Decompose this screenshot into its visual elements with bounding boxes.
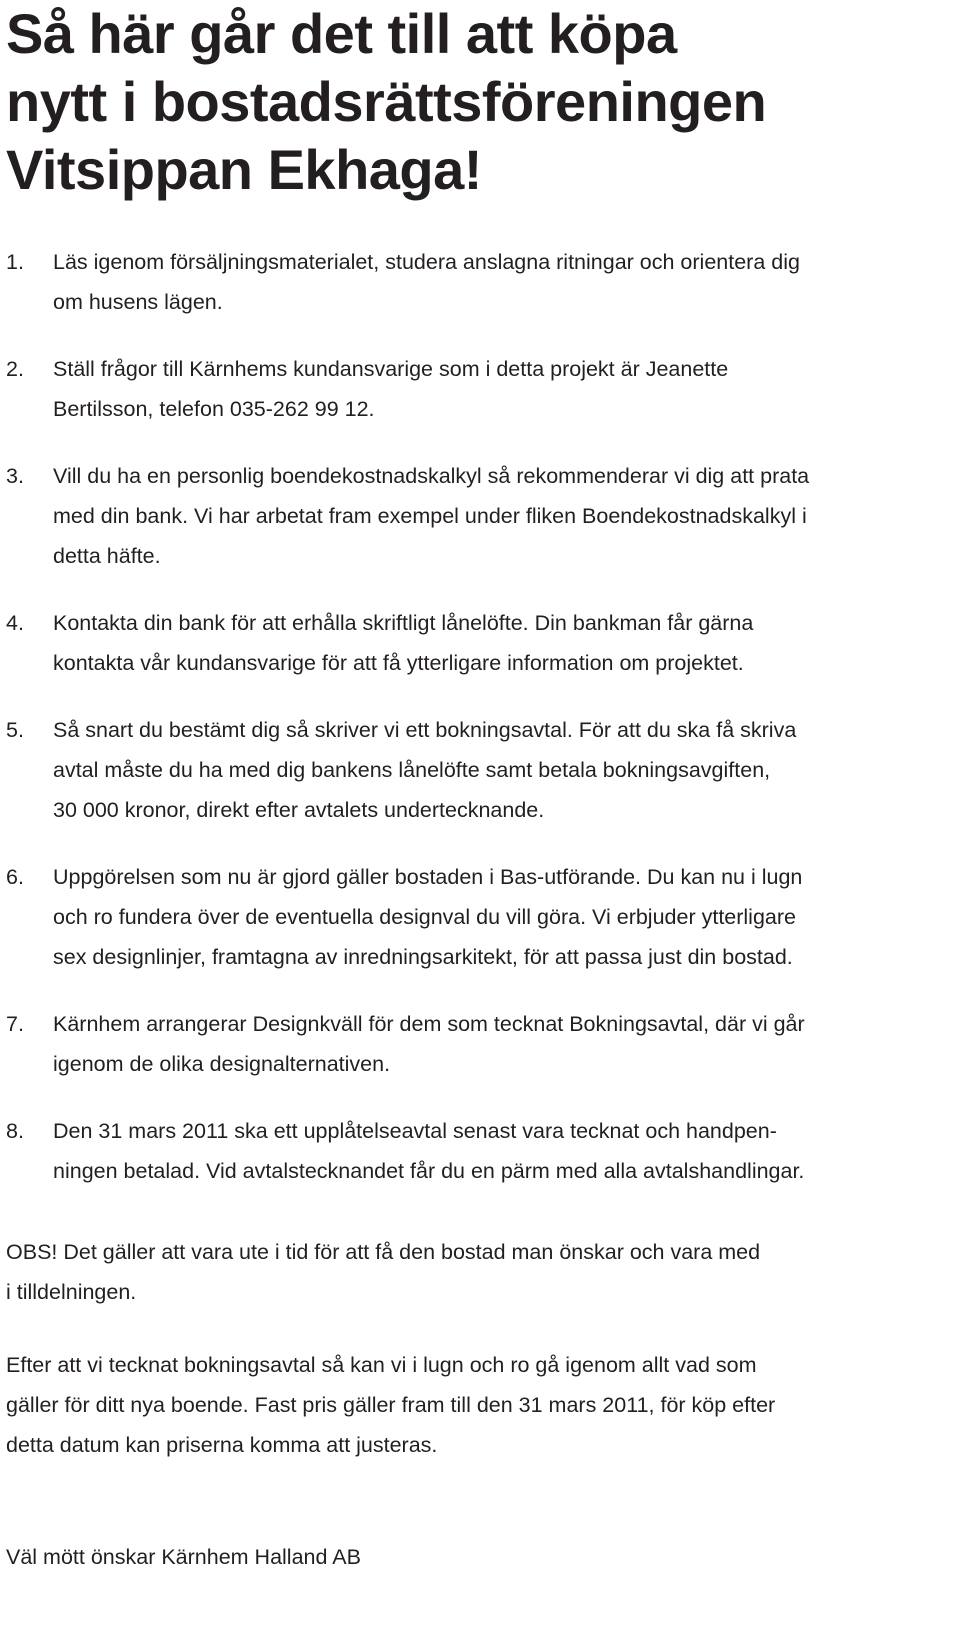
step-line: Uppgörelsen som nu är gjord gäller bostaden i Bas-utförande. Du kan nu i lugn <box>53 865 803 889</box>
step-line: 30 000 kronor, direkt efter avtalets undertecknande. <box>53 798 545 822</box>
info-line: detta datum kan priserna komma att justeras. <box>6 1433 438 1457</box>
step-line: detta häfte. <box>53 544 161 568</box>
step-line: Bertilsson, telefon 035-262 99 12. <box>53 397 375 421</box>
step-item <box>6 349 916 429</box>
obs-line: OBS! Det gäller att vara ute i tid för att få den bostad man önskar och vara med <box>6 1240 761 1264</box>
step-item <box>6 1111 916 1191</box>
step-line: Läs igenom försäljningsmaterialet, studera anslagna ritningar och orientera dig <box>53 250 800 274</box>
step-line: med din bank. Vi har arbetat fram exempel under fliken Boendekostnadskalkyl i <box>53 504 807 528</box>
step-line: Vill du ha en personlig boendekostnadskalkyl så rekommenderar vi dig att prata <box>53 464 810 488</box>
step-line: kontakta vår kundansvarige för att få ytterligare information om projektet. <box>53 651 744 675</box>
step-item <box>6 710 916 830</box>
step-number: 7. <box>6 1012 24 1036</box>
step-line: om husens lägen. <box>53 290 223 314</box>
step-item <box>6 857 916 977</box>
step-line: sex designlinjer, framtagna av inredningsarkitekt, för att passa just din bostad. <box>53 945 793 969</box>
step-line: Så snart du bestämt dig så skriver vi ett bokningsavtal. För att du ska få skriva <box>53 718 797 742</box>
step-line: Kontakta din bank för att erhålla skriftligt lånelöfte. Din bankman får gärna <box>53 611 754 635</box>
step-line: ningen betalad. Vid avtalstecknandet får du en pärm med alla avtalshandlingar. <box>53 1159 805 1183</box>
step-number: 1. <box>6 250 24 274</box>
step-item <box>6 456 916 576</box>
step-line: Ställ frågor till Kärnhems kundansvarige som i detta projekt är Jeanette <box>53 357 729 381</box>
step-line: och ro fundera över de eventuella designval du vill göra. Vi erbjuder ytterligare <box>53 905 796 929</box>
info-paragraph <box>6 1345 916 1465</box>
obs-line: i tilldelningen. <box>6 1280 137 1304</box>
step-line: Kärnhem arrangerar Designkväll för dem som tecknat Bokningsavtal, där vi går <box>53 1012 805 1036</box>
step-number: 5. <box>6 718 24 742</box>
step-item <box>6 603 916 683</box>
step-number: 4. <box>6 611 24 635</box>
info-line: Efter att vi tecknat bokningsavtal så kan vi i lugn och ro gå igenom allt vad som <box>6 1353 757 1377</box>
page-title <box>6 0 906 204</box>
title-line: Vitsippan Ekhaga! <box>6 138 482 201</box>
obs-note <box>6 1232 916 1312</box>
step-number: 6. <box>6 865 24 889</box>
step-line: Den 31 mars 2011 ska ett upplåtelseavtal senast vara tecknat och handpen- <box>53 1119 777 1143</box>
step-item <box>6 1004 916 1084</box>
title-line: nytt i bostadsrättsföreningen <box>6 70 767 133</box>
step-line: avtal måste du ha med dig bankens lånelöfte samt betala bokningsavgiften, <box>53 758 771 782</box>
info-line: gäller för ditt nya boende. Fast pris gäller fram till den 31 mars 2011, för köp efter <box>6 1393 776 1417</box>
title-line: Så här går det till att köpa <box>6 2 677 65</box>
step-number: 3. <box>6 464 24 488</box>
step-number: 8. <box>6 1119 24 1143</box>
steps-list <box>6 242 960 1191</box>
closing-signoff: Väl mött önskar Kärnhem Halland AB <box>6 1545 361 1569</box>
step-line: igenom de olika designalternativen. <box>53 1052 391 1076</box>
step-item <box>6 242 916 322</box>
step-number: 2. <box>6 357 24 381</box>
